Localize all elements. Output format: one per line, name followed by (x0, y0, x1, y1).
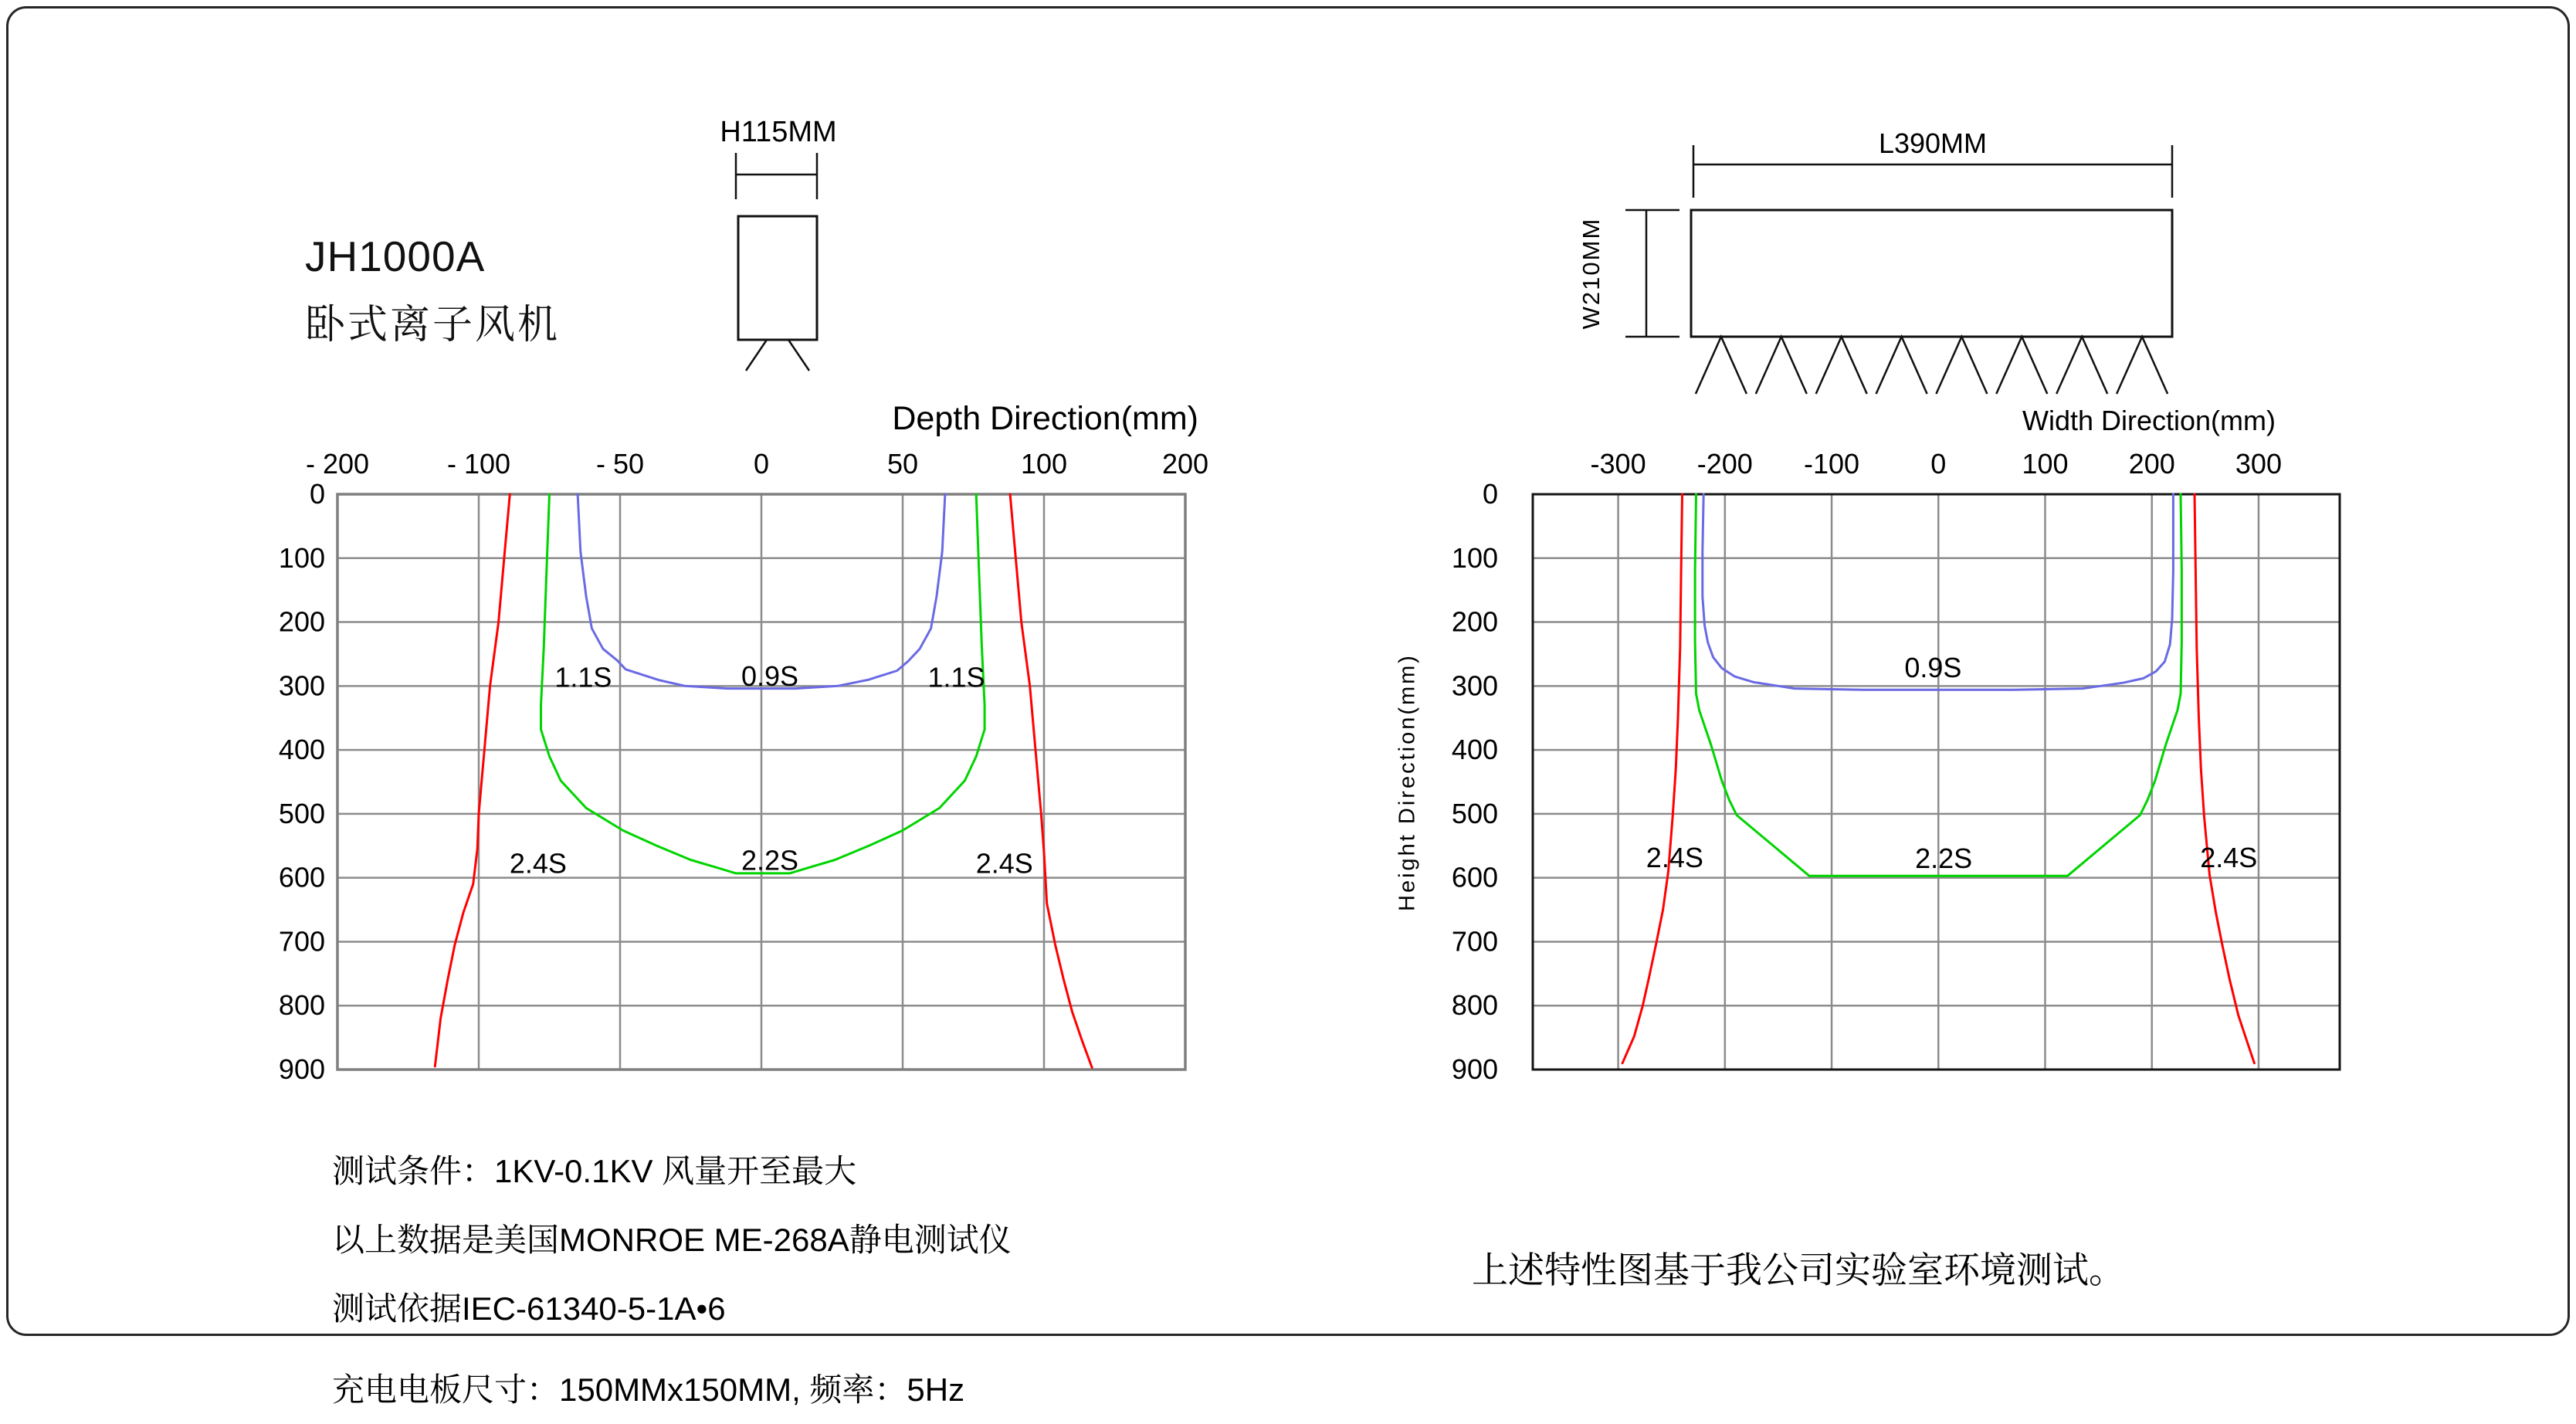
emitter-pin-icon (1696, 337, 1747, 394)
contour-line (435, 494, 510, 1066)
contour-annotation: 2.4S (1646, 842, 1703, 874)
note-standard: 测试依据IEC-61340-5-1A•6 (332, 1290, 726, 1327)
x-tick-label: 0 (753, 448, 770, 480)
contour-annotation: 1.1S (927, 661, 985, 693)
width-direction-chart (1367, 432, 2394, 1112)
x-tick-label: -100 (1804, 448, 1860, 480)
y-tick-label: 100 (1451, 541, 1498, 574)
x-tick-label: - 100 (446, 448, 511, 480)
emitter-pin-icon (1876, 337, 1927, 394)
contour-annotation: 0.9S (1904, 652, 1962, 684)
depth-axis-title: Depth Direction(mm) (892, 400, 1198, 437)
width-dimension-lines (1625, 210, 1679, 337)
contour-annotation: 0.9S (741, 659, 799, 692)
height-dimension-label: H115MM (720, 116, 837, 148)
note-plate-size: 充电电板尺寸：150MMx150MM, 频率：5Hz (332, 1371, 965, 1408)
x-tick-label: - 50 (595, 448, 645, 480)
contour-annotation: 2.2S (1915, 842, 1973, 874)
emitter-pin-icon (1996, 337, 2047, 394)
fan-body-side (738, 216, 817, 340)
x-tick-labels (1591, 448, 2282, 480)
grid-lines (337, 494, 1185, 1070)
lab-environment-note: 上述特性图基于我公司实验室环境测试。 (1472, 1249, 2125, 1290)
y-tick-label: 800 (1451, 989, 1498, 1022)
height-dimension-lines (736, 153, 817, 199)
y-tick-label: 600 (1451, 861, 1498, 893)
x-tick-label: 100 (1020, 448, 1068, 480)
height-axis-title: Height Direction(mm) (1395, 653, 1420, 911)
y-tick-label: 300 (1451, 670, 1498, 702)
fan-emitter-legs (746, 340, 809, 371)
x-tick-label: 100 (2022, 448, 2069, 480)
contour-annotation: 2.4S (2200, 842, 2258, 874)
x-tick-label: - 200 (305, 448, 370, 480)
fan-body-top (1691, 210, 2172, 337)
plot-border (1533, 494, 2340, 1070)
width-dimension-label: W210MM (1578, 217, 1605, 330)
y-tick-label: 500 (278, 797, 325, 829)
y-tick-label: 400 (1451, 734, 1498, 766)
y-tick-label: 900 (278, 1053, 325, 1085)
contour-line (2195, 494, 2254, 1063)
fan-top-view-diagram (1537, 116, 2309, 425)
x-tick-label: 50 (886, 448, 919, 480)
y-tick-label: 200 (1451, 605, 1498, 638)
y-tick-labels (279, 478, 325, 1085)
width-axis-title: Width Direction(mm) (2022, 405, 2276, 436)
fan-emitter-pins (1696, 337, 2168, 394)
contour-annotations (510, 660, 1033, 880)
y-tick-labels (1452, 478, 1498, 1085)
y-tick-label: 600 (278, 861, 325, 893)
emitter-pin-icon (2117, 337, 2168, 394)
x-tick-label: 200 (1161, 448, 1209, 480)
length-dimension-label: L390MM (1878, 127, 1988, 159)
x-tick-label: 0 (1930, 448, 1947, 480)
x-tick-label: 200 (2128, 448, 2175, 480)
emitter-pin-icon (1936, 337, 1987, 394)
emitter-pin-icon (1816, 337, 1867, 394)
depth-direction-chart (247, 432, 1251, 1112)
grid-lines (1533, 494, 2340, 1070)
y-tick-label: 700 (278, 925, 325, 958)
contour-line (1622, 494, 1682, 1063)
y-tick-label: 800 (278, 989, 325, 1022)
product-title-block (305, 232, 560, 350)
y-tick-label: 100 (278, 541, 325, 574)
x-tick-label: -300 (1590, 448, 1646, 480)
y-tick-label: 0 (1482, 478, 1498, 510)
y-tick-label: 700 (1451, 925, 1498, 958)
x-tick-labels (306, 448, 1208, 480)
x-tick-label: -200 (1696, 448, 1753, 480)
contour-annotation: 2.2S (741, 844, 799, 876)
note-test-condition: 测试条件：1KV-0.1KV 风量开至最大 (332, 1153, 857, 1189)
contour-annotation: 1.1S (554, 661, 612, 693)
product-model: JH1000A (305, 232, 486, 280)
emitter-pin-icon (1756, 337, 1807, 394)
test-conditions-notes (332, 1137, 1012, 1424)
emitter-pin-icon (2056, 337, 2107, 394)
contour-annotation: 2.4S (509, 847, 567, 880)
y-tick-label: 0 (309, 478, 325, 510)
y-tick-label: 900 (1451, 1053, 1498, 1085)
y-tick-label: 200 (278, 605, 325, 638)
contour-line (1010, 494, 1092, 1068)
y-tick-label: 500 (1451, 797, 1498, 829)
x-tick-label: 300 (2235, 448, 2282, 480)
y-tick-label: 300 (278, 670, 325, 702)
y-tick-label: 400 (278, 734, 325, 766)
note-instrument: 以上数据是美国MONROE ME-268A静电测试仪 (332, 1222, 1012, 1258)
contour-annotation: 2.4S (975, 847, 1033, 880)
product-name: 卧式离子风机 (305, 303, 561, 348)
